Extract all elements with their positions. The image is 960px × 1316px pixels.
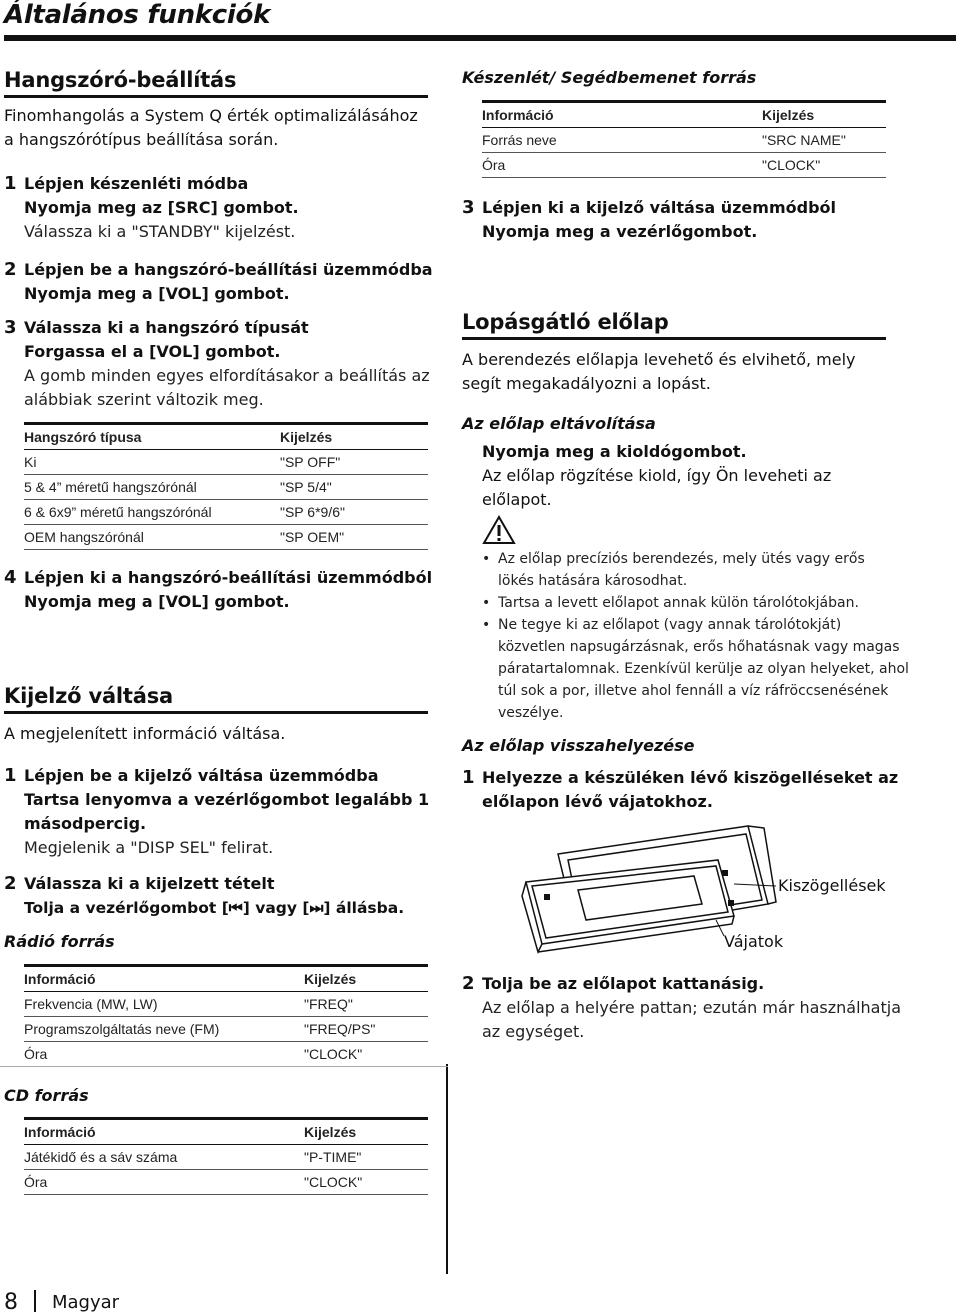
table-row: Frekvencia (MW, LW) "FREQ" <box>24 992 428 1017</box>
antitheft-section-rule <box>462 337 886 340</box>
page-title: Általános funkciók <box>4 0 271 30</box>
speaker-section-rule <box>4 95 428 98</box>
reattach-step-1: 1 Helyezze a készüléken lévő kiszögelléseket az előlapon lévő vájatokhoz. <box>462 767 899 811</box>
display-step-1: 1 Lépjen be a kijelző váltása üzemmódba Tartsa lenyomva a vezérlőgombot legalább 1 másodpercig. Megjelenik a "DISP SEL" felirat. <box>4 765 430 857</box>
table-row: Óra "CLOCK" <box>24 1170 428 1195</box>
list-item: • Az előlap precíziós berendezés, mely ütés vagy erős lökés hatására károsodhat. <box>462 548 942 592</box>
hooks-label: Kiszögellések <box>778 876 886 895</box>
display-step-3: 3 Lépjen ki a kijelző váltása üzemmódból Nyomja meg a vezérlőgombot. <box>462 197 836 241</box>
speaker-step-3: 3 Válassza ki a hangszóró típusát Forgassa el a [VOL] gombot. A gomb minden egyes elfordításakor a beállítás az alábbiak szerint változik meg. <box>4 317 430 409</box>
speaker-section-title: Hangszóró-beállítás <box>4 68 237 92</box>
cd-source-table <box>24 1117 428 1195</box>
page-number: 8 <box>4 1290 18 1315</box>
grooves-label: Vájatok <box>724 932 784 951</box>
speaker-step-2: 2 Lépjen be a hangszóró-beállítási üzemmódba Nyomja meg a [VOL] gombot. <box>4 259 433 303</box>
speaker-type-table <box>24 422 428 550</box>
speaker-step-4: 4 Lépjen ki a hangszóró-beállítási üzemmódból Nyomja meg a [VOL] gombot. <box>4 567 433 611</box>
table-header-row: Hangszóró típusa Kijelzés <box>24 424 428 450</box>
title-rule <box>4 35 956 41</box>
antitheft-section-title: Lopásgátló előlap <box>462 310 669 334</box>
table-header-row: Információ Kijelzés <box>24 1119 428 1145</box>
remove-faceplate-title: Az előlap eltávolítása <box>462 414 656 433</box>
radio-source-title: Rádió forrás <box>4 932 115 951</box>
speaker-step-1: 1 Lépjen készenléti módba Nyomja meg az [SRC] gombot. Válassza ki a "STANDBY" kijelzést. <box>4 173 299 241</box>
table-row: Óra "CLOCK" <box>24 1042 428 1067</box>
table-row: OEM hangszórónál "SP OEM" <box>24 525 428 550</box>
list-item: • Tartsa a levett előlapot annak külön tárolótokjában. <box>462 592 942 614</box>
display-step-2: 2 Válassza ki a kijelzett tételt Tolja a vezérlőgombot [⏮] vagy [⏭] állásba. <box>4 873 405 917</box>
footer-separator <box>34 1290 36 1312</box>
list-item: • Ne tegye ki az előlapot (vagy annak tárolótokját) közvetlen napsugárzásnak, erős hőhatásnak vagy magas páratartalomnak. Ezenkívül kerülje az olyan helyeket, ahol túl sok a por, illetve ahol fennáll a víz ráfröccsenésének veszélye. <box>462 614 942 724</box>
display-intro: A megjelenített információ váltása. <box>4 724 286 743</box>
footer-language: Magyar <box>52 1292 120 1313</box>
remove-faceplate-text: Nyomja meg a kioldógombot. Az előlap rögzítése kiold, így Ön leveheti az előlapot. <box>482 442 832 509</box>
footer-rule <box>0 1066 448 1067</box>
reattach-step-2: 2 Tolja be az előlapot kattanásig. Az előlap a helyére pattan; ezután már használhatja az egységet. <box>462 973 901 1041</box>
table-row: Ki "SP OFF" <box>24 450 428 475</box>
display-section-rule <box>4 711 428 714</box>
column-divider <box>446 1064 448 1274</box>
table-header-row: Információ Kijelzés <box>24 966 428 992</box>
table-row: Forrás neve "SRC NAME" <box>482 128 886 153</box>
warning-list <box>462 548 942 724</box>
table-row: 6 & 6x9” méretű hangszórónál "SP 6*9/6" <box>24 500 428 525</box>
antitheft-intro: A berendezés előlapja levehető és elvihető, mely segít megakadályozni a lopást. <box>462 350 856 393</box>
table-row: Programszolgáltatás neve (FM) "FREQ/PS" <box>24 1017 428 1042</box>
standby-source-table <box>482 100 886 178</box>
speaker-intro: Finomhangolás a System Q érték optimalizálásához a hangszórótípus beállítása során. <box>4 106 418 149</box>
radio-source-table <box>24 964 428 1067</box>
display-section-title: Kijelző váltása <box>4 684 174 708</box>
warning-icon <box>482 515 516 545</box>
standby-source-title: Készenlét/ Segédbemenet forrás <box>462 68 757 87</box>
table-header-row: Információ Kijelzés <box>482 102 886 128</box>
cd-source-title: CD forrás <box>4 1086 89 1105</box>
table-row: 5 & 4” méretű hangszórónál "SP 5/4" <box>24 475 428 500</box>
reattach-faceplate-title: Az előlap visszahelyezése <box>462 736 695 755</box>
table-row: Játékidő és a sáv száma "P-TIME" <box>24 1145 428 1170</box>
table-row: Óra "CLOCK" <box>482 153 886 178</box>
